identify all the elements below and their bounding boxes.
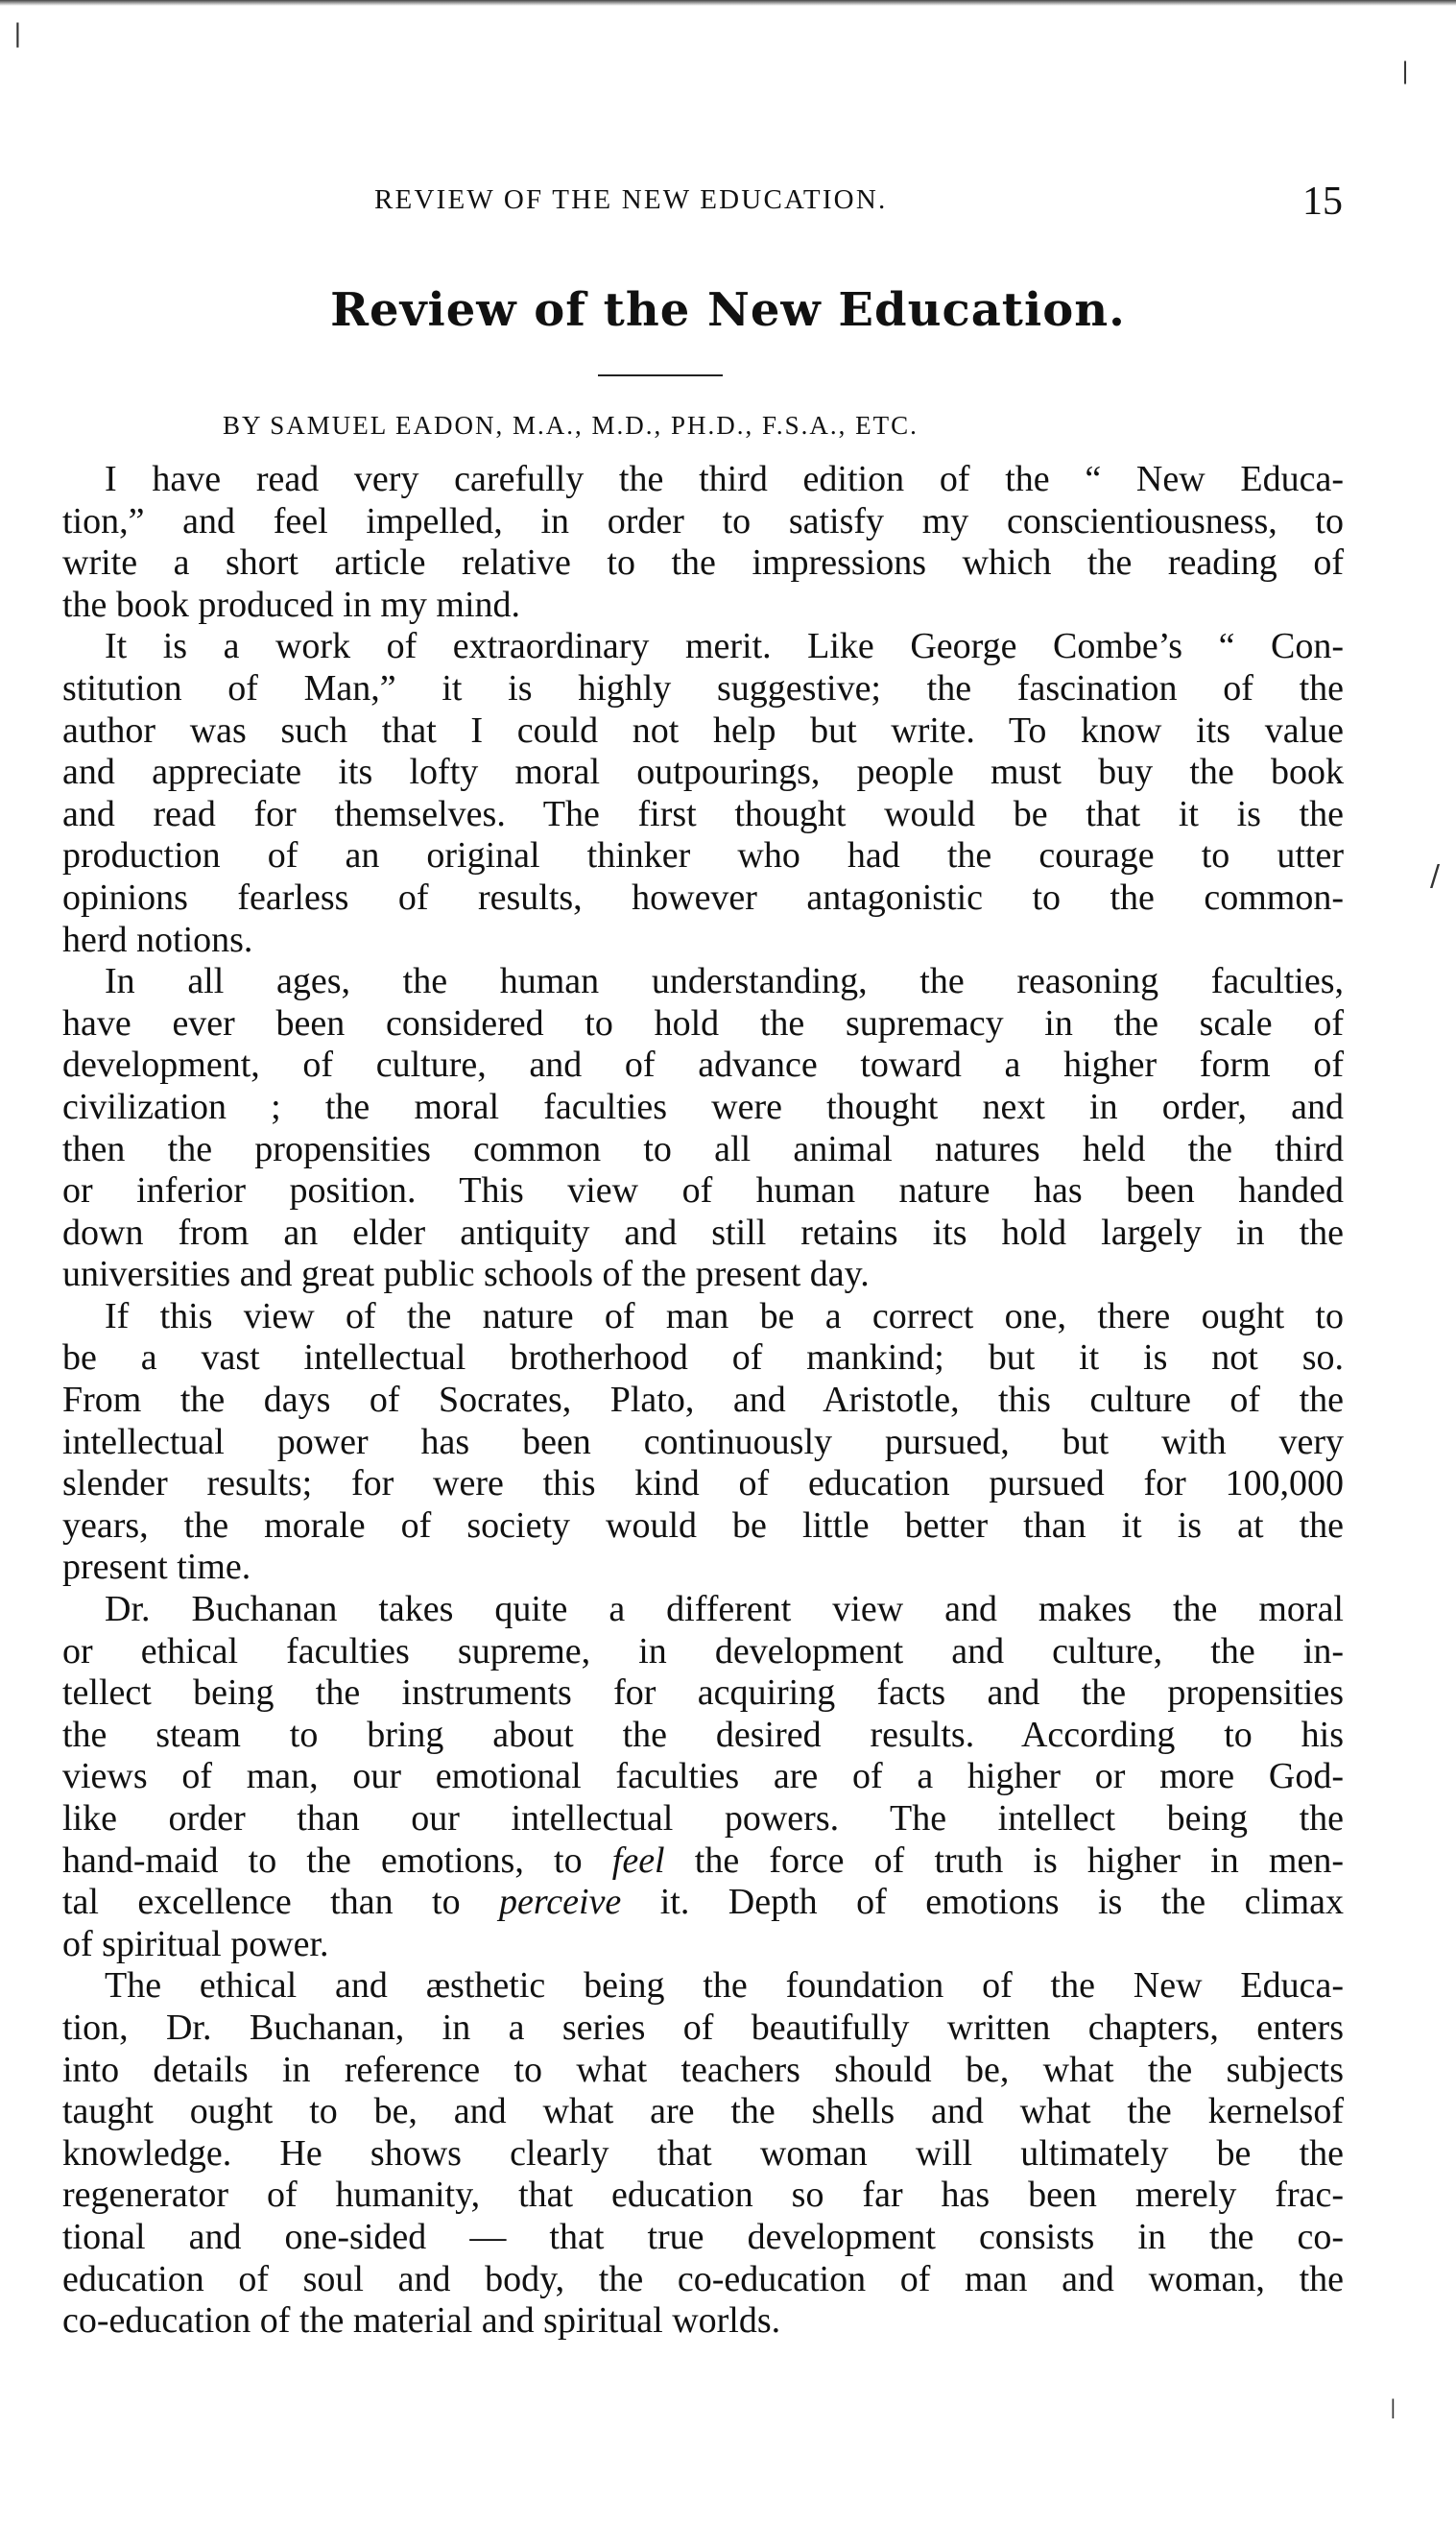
- text-line: stitution of Man,” it is highly suggestive; the fascination of the: [62, 667, 1344, 709]
- text-line: have ever been considered to hold the supremacy in the scale of: [62, 1002, 1344, 1044]
- scan-edge: [0, 0, 1456, 6]
- text-line: down from an elder antiquity and still retains its hold largely in the: [62, 1212, 1344, 1253]
- line-text: hand-maid to the emotions, to: [62, 1840, 612, 1881]
- text-line: tion, Dr. Buchanan, in a series of beautifully written chapters, enters: [62, 2007, 1344, 2048]
- text-line: into details in reference to what teachers should be, what the subjects: [62, 2049, 1344, 2090]
- text-line: co-education of the material and spiritual worlds.: [62, 2300, 781, 2342]
- line-text: tal excellence than to: [62, 1882, 500, 1923]
- text-line: author was such that I could not help but write. To know its value: [62, 709, 1344, 751]
- text-line: In all ages, the human understanding, the reasoning faculties,: [105, 961, 1344, 1002]
- line-text: the force of truth is higher in men-: [664, 1840, 1344, 1881]
- text-line: or inferior position. This view of human nature has been handed: [62, 1170, 1344, 1212]
- page-number: 15: [1302, 180, 1343, 224]
- text-line: tional and one-sided — that true development consists in the co-: [62, 2216, 1344, 2257]
- text-line: then the propensities common to all animal natures held the third: [62, 1128, 1344, 1169]
- scan-mark: /: [1430, 859, 1441, 893]
- text-line: [62, 1882, 1344, 1924]
- text-line: The ethical and æsthetic being the foundation of the New Educa-: [105, 1965, 1344, 2007]
- text-line: I have read very carefully the third edition of the “ New Educa-: [105, 459, 1344, 499]
- text-line: the book produced in my mind.: [62, 584, 521, 625]
- paragraph-4: [62, 1296, 1344, 1589]
- running-head: REVIEW OF THE NEW EDUCATION.: [374, 184, 888, 215]
- text-line: civilization ; the moral faculties were thought next in order, and: [62, 1086, 1344, 1127]
- text-line: views of man, our emotional faculties are of a higher or more God-: [62, 1756, 1344, 1797]
- text-line: It is a work of extraordinary merit. Like George Combe’s “ Con-: [105, 626, 1344, 667]
- emphasis-feel: feel: [611, 1840, 665, 1881]
- text-line: development, of culture, and of advance toward a higher form of: [62, 1045, 1344, 1086]
- text-line: like order than our intellectual powers. The intellect being the: [62, 1798, 1344, 1839]
- byline: BY SAMUEL EADON, M.A., M.D., PH.D., F.S.A., ETC.: [223, 411, 919, 440]
- text-line: opinions fearless of results, however antagonistic to the common-: [62, 877, 1344, 918]
- text-line: write a short article relative to the impressions which the reading of: [62, 542, 1344, 584]
- scan-mark: |: [13, 19, 22, 48]
- text-line: or ethical faculties supreme, in development and culture, the in-: [62, 1630, 1344, 1671]
- paragraph-2: [62, 626, 1344, 961]
- text-line: intellectual power has been continuously pursued, but with very: [62, 1421, 1344, 1462]
- text-line: be a vast intellectual brotherhood of mankind; but it is not so.: [62, 1337, 1344, 1379]
- text-line: regenerator of humanity, that education so far has been merely frac-: [62, 2175, 1344, 2216]
- text-line: education of soul and body, the co-education of man and woman, the: [62, 2258, 1344, 2299]
- text-line: present time.: [62, 1547, 251, 1588]
- text-line: tion,” and feel impelled, in order to satisfy my conscientiousness, to: [62, 500, 1344, 541]
- paragraph-5: [62, 1589, 1344, 1965]
- text-line: years, the morale of society would be little better than it is at the: [62, 1504, 1344, 1546]
- text-line: and read for themselves. The first thought would be that it is the: [62, 793, 1344, 834]
- text-line: of spiritual power.: [62, 1923, 329, 1964]
- text-line: taught ought to be, and what are the shells and what the kernelsof: [62, 2091, 1344, 2132]
- paragraph-3: [62, 961, 1344, 1296]
- article-body: [62, 459, 1344, 2343]
- text-line: tellect being the instruments for acquiring facts and the propensities: [62, 1672, 1344, 1714]
- text-line: From the days of Socrates, Plato, and Aristotle, this culture of the: [62, 1380, 1344, 1421]
- scan-mark: |: [1390, 2395, 1396, 2418]
- paragraph-1: [62, 459, 1344, 626]
- text-line: slender results; for were this kind of education pursued for 100,000: [62, 1463, 1344, 1504]
- text-line: and appreciate its lofty moral outpourings, people must buy the book: [62, 752, 1344, 793]
- text-line: production of an original thinker who had the courage to utter: [62, 835, 1344, 877]
- title-rule: [598, 374, 723, 376]
- scan-mark: |: [1401, 58, 1410, 84]
- text-line: the steam to bring about the desired results. According to his: [62, 1714, 1344, 1755]
- paragraph-6: [62, 1965, 1344, 2342]
- emphasis-perceive: perceive: [499, 1882, 622, 1923]
- line-text: it. Depth of emotions is the climax: [621, 1882, 1345, 1923]
- text-line: knowledge. He shows clearly that woman will ultimately be the: [62, 2132, 1344, 2174]
- text-line: If this view of the nature of man be a correct one, there ought to: [105, 1295, 1344, 1336]
- text-line: Dr. Buchanan takes quite a different view and makes the moral: [105, 1589, 1344, 1630]
- text-line: universities and great public schools of the present day.: [62, 1254, 870, 1295]
- article-title: Review of the New Education.: [330, 283, 1126, 337]
- text-line: [62, 1840, 1344, 1883]
- text-line: herd notions.: [62, 919, 253, 960]
